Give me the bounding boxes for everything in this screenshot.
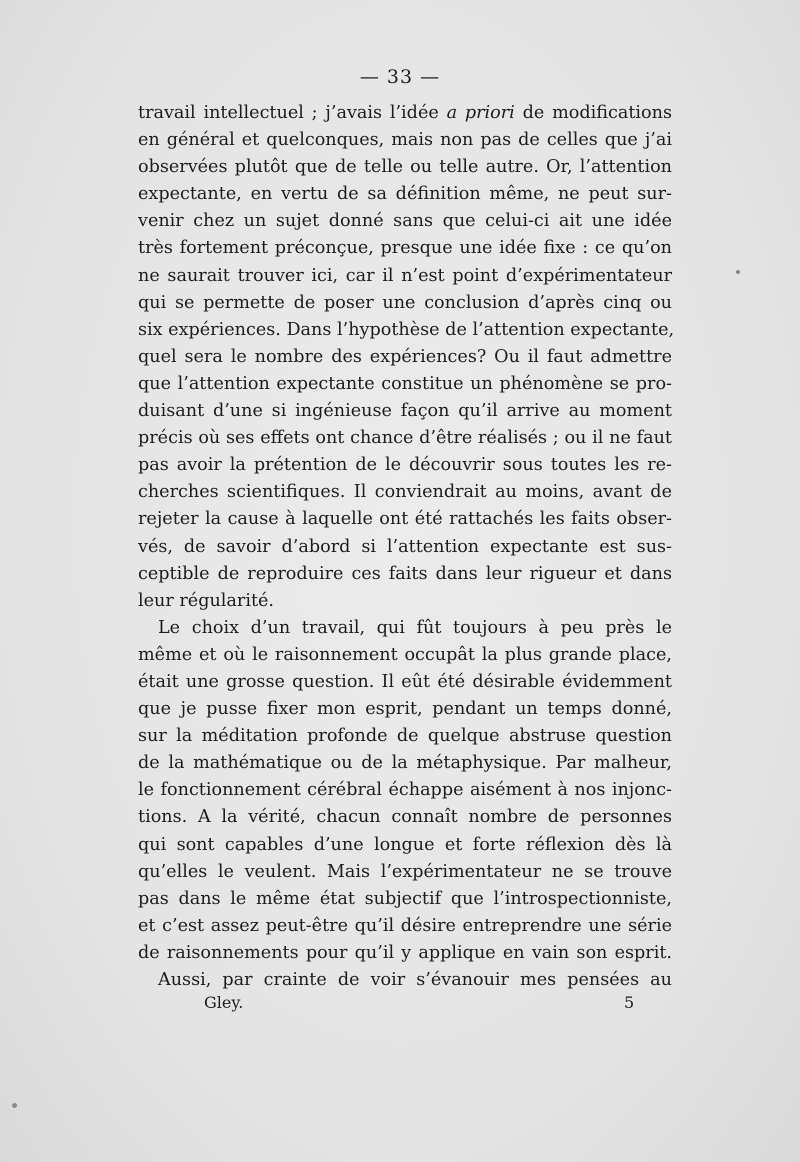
text-line <box>138 127 672 154</box>
text-line <box>138 561 672 588</box>
text-line-content: pas avoir la prétention de le découvrir sous toutes les re- <box>138 455 672 476</box>
text-line-content: précis où ses effets ont chance d’être réalisés ; ou il ne faut <box>138 428 672 449</box>
text-line <box>138 750 672 777</box>
text-line <box>138 886 672 913</box>
text-line <box>138 723 672 750</box>
text-line <box>138 154 672 181</box>
text-line <box>138 452 672 479</box>
text-line-content: cherches scientifiques. Il conviendrait au moins, avant de <box>138 482 672 503</box>
text-line-content: le fonctionnement cérébral échappe aisément à nos injonc- <box>138 780 672 801</box>
text-line-content: ne saurait trouver ici, car il n’est point d’expérimentateur <box>138 265 672 286</box>
text-line-content: sur la méditation profonde de quelque abstruse question <box>138 726 672 747</box>
text-line-content: travail intellectuel ; j’avais l’idée <box>138 103 447 123</box>
text-line <box>138 479 672 506</box>
text-line <box>138 913 672 940</box>
text-line-content: même et où le raisonnement occupât la plus grande place, <box>138 644 672 665</box>
text-line <box>138 208 672 235</box>
text-line <box>138 777 672 804</box>
text-line <box>138 398 672 425</box>
text-line <box>138 344 672 371</box>
body-text <box>138 100 675 994</box>
text-line <box>138 100 672 127</box>
text-line <box>138 506 672 533</box>
text-line-content: quel sera le nombre des expériences? Ou il faut admettre <box>138 346 672 367</box>
text-line-content: de raisonnements pour qu’il y applique en vain son esprit. <box>138 942 672 963</box>
text-line <box>138 669 672 696</box>
text-line-content: que l’attention expectante constitue un phénomène se pro- <box>138 373 672 394</box>
text-line-content: de la mathématique ou de la métaphysique. Par malheur, <box>138 753 672 774</box>
text-line-content: venir chez un sujet donné sans que celui-ci ait une idée <box>138 211 672 232</box>
text-line-content: Le choix d’un travail, qui fût toujours à peu près le <box>158 617 672 638</box>
text-line <box>138 534 672 561</box>
text-line <box>138 642 672 669</box>
text-line-content: ceptible de reproduire ces faits dans leur rigueur et dans <box>138 563 672 584</box>
page-footer <box>0 993 800 1017</box>
print-speck <box>736 270 740 274</box>
text-line-content: expectante, en vertu de sa définition même, ne peut sur- <box>138 184 672 205</box>
text-line <box>138 371 672 398</box>
text-line-content: Aussi, par crainte de voir s’évanouir mes pensées au <box>158 970 672 990</box>
text-line-content: observées plutôt que de telle ou telle autre. Or, l’attention <box>138 157 672 178</box>
text-line <box>138 181 672 208</box>
text-line-content: qui sont capables d’une longue et forte réflexion dès là <box>138 834 672 855</box>
text-line-content: pas dans le même état subjectif que l’introspectionniste, <box>138 888 672 909</box>
signature-mark: Gley. <box>204 993 244 1012</box>
text-line <box>138 425 672 452</box>
text-line <box>138 832 672 859</box>
text-line-content: qui se permette de poser une conclusion d’après cinq ou <box>138 292 672 313</box>
sheet-number: 5 <box>624 993 635 1012</box>
text-line <box>138 967 672 994</box>
text-line-content: duisant d’une si ingénieuse façon qu’il arrive au moment <box>138 401 672 422</box>
text-line-content: leur régularité. <box>138 590 275 611</box>
text-line <box>138 235 672 262</box>
text-line <box>138 317 675 344</box>
text-line <box>138 615 672 642</box>
text-line-content: était une grosse question. Il eût été désirable évidemment <box>138 671 672 692</box>
text-line <box>138 290 672 317</box>
page-number: — 33 — <box>359 66 441 88</box>
text-line <box>138 696 672 723</box>
text-line-content: en général et quelconques, mais non pas de celles que j’ai <box>138 130 672 151</box>
text-line-content: très fortement préconçue, presque une idée fixe : ce qu’on <box>138 238 672 259</box>
text-line-content: rejeter la cause à laquelle ont été rattachés les faits obser- <box>138 509 672 530</box>
text-line-content: qu’elles le veulent. Mais l’expérimentateur ne se trouve <box>138 861 672 882</box>
text-line-content: six expériences. Dans l’hypothèse de l’attention expectante, <box>138 319 675 340</box>
text-line-content: et c’est assez peut-être qu’il désire entreprendre une série <box>138 915 672 936</box>
italic-phrase: a priori <box>446 103 515 123</box>
text-line <box>138 263 672 290</box>
text-line-content: de modifications <box>514 103 672 123</box>
text-line <box>138 859 672 886</box>
text-line-content: vés, de savoir d’abord si l’attention expectante est sus- <box>138 536 672 557</box>
text-line <box>138 804 672 831</box>
text-line-content: tions. A la vérité, chacun connaît nombre de personnes <box>138 807 672 828</box>
text-line-content: que je pusse fixer mon esprit, pendant un temps donné, <box>138 699 672 720</box>
text-line <box>138 940 672 967</box>
text-line <box>138 588 672 615</box>
print-speck <box>12 1103 17 1108</box>
